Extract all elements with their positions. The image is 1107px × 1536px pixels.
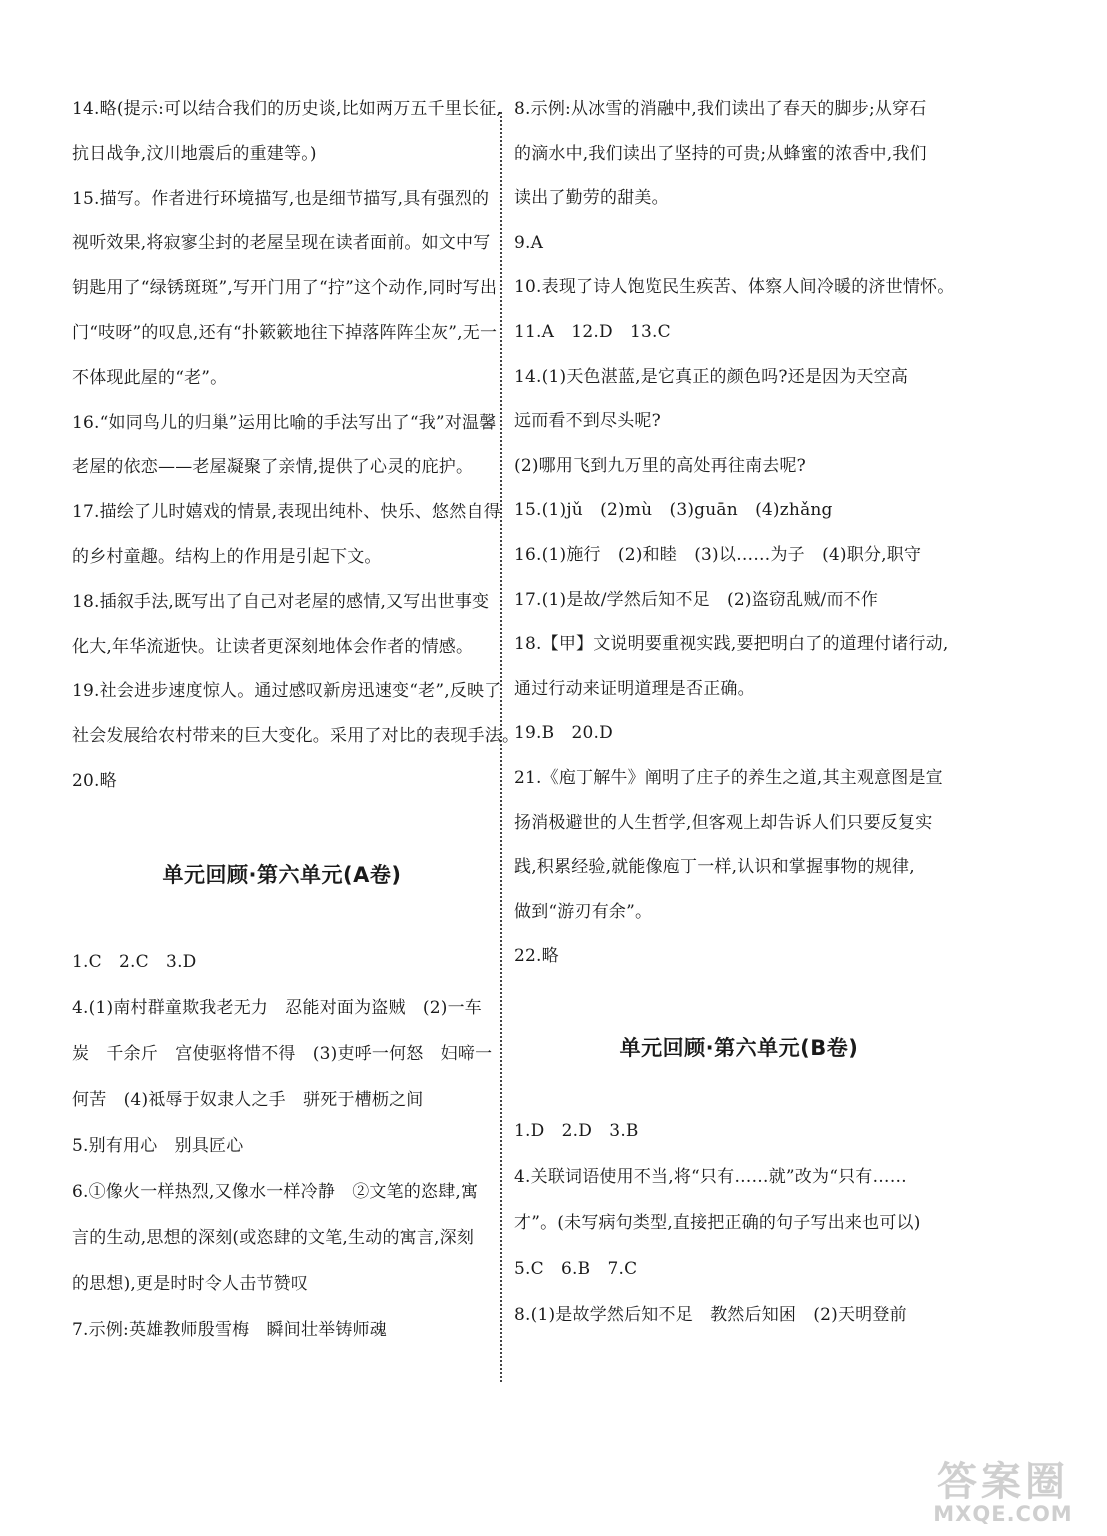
answer-line: (2)哪用飞到九万里的高处再往南去呢? (514, 455, 806, 476)
answer-line: 15.描写。作者进行环境描写,也是细节描写,具有强烈的 (72, 188, 490, 209)
answer-line: 8.(1)是故学然后知不足 教然后知困 (2)天明登前 (514, 1305, 907, 1326)
answer-line: 扬消极避世的人生哲学,但客观上却告诉人们只要反复实 (514, 812, 933, 833)
answer-line: 言的生动,思想的深刻(或恣肆的文笔,生动的寓言,深刻 (72, 1227, 475, 1248)
answer-line: 1.D 2.D 3.B (514, 1121, 639, 1142)
answer-line: 4.(1)南村群童欺我老无力 忍能对面为盗贼 (2)一车 (72, 997, 482, 1018)
right-answers-after-heading (514, 1120, 964, 1327)
answer-line: 抗日战争,汶川地震后的重建等。) (72, 143, 317, 164)
answer-line: 钥匙用了“绿锈斑斑”,写开门用了“拧”这个动作,同时写出 (72, 278, 498, 299)
answer-line: 17.(1)是故/学然后知不足 (2)盗窃乱贼/而不作 (514, 589, 879, 610)
answer-line: 15.(1)jǔ (2)mù (3)guān (4)zhǎng (514, 500, 833, 521)
watermark-url: MXQE.COM (933, 1502, 1073, 1526)
section-heading-b: 单元回顾·第六单元(B卷) (619, 1036, 859, 1061)
left-answers-after-heading (72, 951, 492, 1342)
answer-line: 17.描绘了儿时嬉戏的情景,表现出纯朴、快乐、悠然自得 (72, 502, 501, 523)
answer-line: 10.表现了诗人饱览民生疾苦、体察人间冷暖的济世情怀。 (514, 277, 955, 298)
answer-line: 的滴水中,我们读出了坚持的可贵;从蜂蜜的浓香中,我们 (514, 143, 927, 164)
answer-line: 5.别有用心 别具匠心 (72, 1135, 244, 1156)
answer-line: 门“吱呀”的叹息,还有“扑簌簌地往下掉落阵阵尘灰”,无一 (72, 322, 498, 343)
answer-line: 19.B 20.D (514, 723, 613, 744)
answer-line: 8.示例:从冰雪的消融中,我们读出了春天的脚步;从穿石 (514, 99, 927, 119)
answer-line: 5.C 6.B 7.C (514, 1259, 638, 1280)
answer-line: 不体现此屋的“老”。 (72, 367, 228, 388)
answer-line: 远而看不到尽头呢? (514, 411, 661, 432)
answer-line: 1.C 2.C 3.D (72, 951, 197, 972)
answer-line: 炭 千余斤 宫使驱将惜不得 (3)吏呼一何怒 妇啼一 (72, 1043, 493, 1064)
column-divider (500, 112, 502, 1382)
answer-line: 何苦 (4)祗辱于奴隶人之手 骈死于槽枥之间 (72, 1089, 424, 1110)
answer-line: 化大,年华流逝快。让读者更深刻地体会作者的情感。 (72, 636, 474, 657)
answer-line: 社会发展给农村带来的巨大变化。采用了对比的表现手法。 (72, 726, 520, 747)
answer-line: 做到“游刃有余”。 (514, 901, 653, 922)
answer-line: 9.A (514, 232, 544, 253)
right-column (514, 98, 964, 1350)
answer-line: 通过行动来证明道理是否正确。 (514, 678, 755, 699)
answer-line: 14.(1)天色湛蓝,是它真正的颜色吗?还是因为天空高 (514, 366, 909, 387)
answer-line: 16.“如同鸟儿的归巢”运用比喻的手法写出了“我”对温馨 (72, 412, 497, 433)
answer-line: 20.略 (72, 770, 117, 791)
left-answers-before-heading (72, 98, 520, 793)
answer-line: 19.社会进步速度惊人。通过感叹新房迅速变“老”,反映了 (72, 681, 502, 702)
answer-line: 22.略 (514, 946, 559, 967)
section-heading-a: 单元回顾·第六单元(A卷) (162, 862, 402, 887)
answer-line: 视听效果,将寂寥尘封的老屋呈现在读者面前。如文中写 (72, 233, 491, 254)
answer-line: 4.关联词语使用不当,将“只有……就”改为“只有…… (514, 1167, 907, 1188)
answer-line: 老屋的依恋——老屋凝聚了亲情,提供了心灵的庇护。 (72, 457, 474, 478)
watermark-text: 答案圈 (937, 1459, 1069, 1505)
answer-line: 践,积累经验,就能像庖丁一样,认识和掌握事物的规律, (514, 857, 915, 878)
answer-line: 11.A 12.D 13.C (514, 321, 671, 342)
answer-line: 的乡村童趣。结构上的作用是引起下文。 (72, 546, 382, 567)
answer-line: 21.《庖丁解牛》阐明了庄子的养生之道,其主观意图是宣 (514, 767, 943, 788)
watermark-logo (913, 1459, 1093, 1528)
answer-line: 的思想),更是时时令人击节赞叹 (72, 1273, 309, 1294)
answer-line: 16.(1)施行 (2)和睦 (3)以……为子 (4)职分,职守 (514, 544, 922, 565)
answer-line: 7.示例:英雄教师殷雪梅 瞬间壮举铸师魂 (72, 1319, 387, 1340)
answer-line: 14.略(提示:可以结合我们的历史谈,比如两万五千里长征, (72, 99, 503, 119)
answer-line: 读出了勤劳的甜美。 (514, 188, 669, 209)
answer-line: 才”。(未写病句类型,直接把正确的句子写出来也可以) (514, 1213, 921, 1234)
answer-line: 6.①像火一样热烈,又像水一样冷静 ②文笔的恣肆,寓 (72, 1181, 479, 1202)
right-answers-before-heading (514, 98, 964, 968)
left-column (72, 98, 520, 1365)
answer-line: 18.插叙手法,既写出了自己对老屋的感情,又写出世事变 (72, 591, 490, 612)
answer-line: 18.【甲】文说明要重视实践,要把明白了的道理付诸行动, (514, 634, 949, 655)
